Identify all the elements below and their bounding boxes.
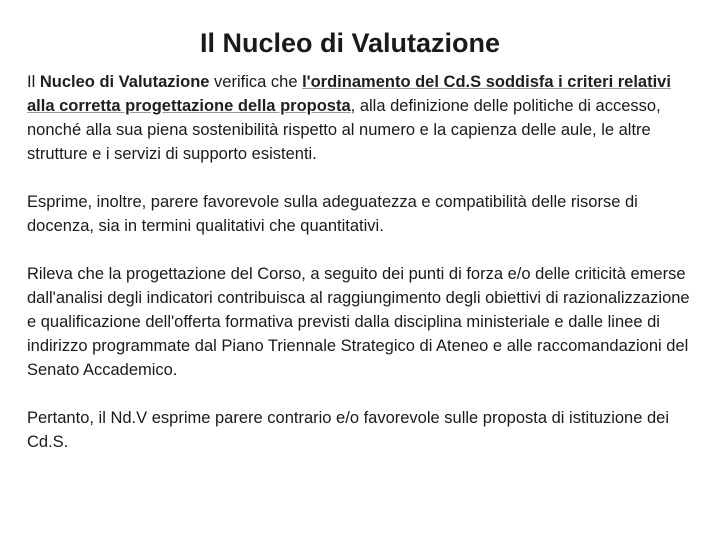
paragraph-esprime: Esprime, inoltre, parere favorevole sulla adeguatezza e compatibilità delle risorse di docenza, sia in termini qualitativi che quantitativi. xyxy=(27,193,638,235)
paragraph-rileva: Rileva che la progettazione del Corso, a seguito dei punti di forza e/o delle criticità emerse dall'analisi degli indicatori contribuisca al raggiungimento degli obiettivi di razionalizzazione e qualificazione dell'offerta formativa previsti dalla disciplina ministeriale e dalle linee di indirizzo programmate dal Piano Triennale Strategico di Ateneo e alle raccomandazioni del Senato Accademico. xyxy=(27,265,690,379)
slide-title: Il Nucleo di Valutazione xyxy=(199,28,501,58)
paragraph-verifica xyxy=(27,70,697,166)
paragraph-pertanto: Pertanto, il Nd.V esprime parere contrario e/o favorevole sulle proposta di istituzione dei Cd.S. xyxy=(27,409,670,451)
p1-nucleo: Nucleo di Valutazione xyxy=(39,73,210,91)
p1-mid: verifica che xyxy=(209,73,303,91)
p1-pre: Il xyxy=(27,73,40,91)
p1-rest: , alla definizione delle politiche di accesso, nonché alla sua piena sostenibilità rispetto al numero e la capienza delle aule, le altre strutture e i servizi di supporto esistenti. xyxy=(27,97,661,163)
p1-ordinamento: l'ordinamento del Cd.S soddisfa i criteri relativi alla corretta progettazione della proposta xyxy=(27,73,671,115)
slide-body xyxy=(27,70,697,478)
